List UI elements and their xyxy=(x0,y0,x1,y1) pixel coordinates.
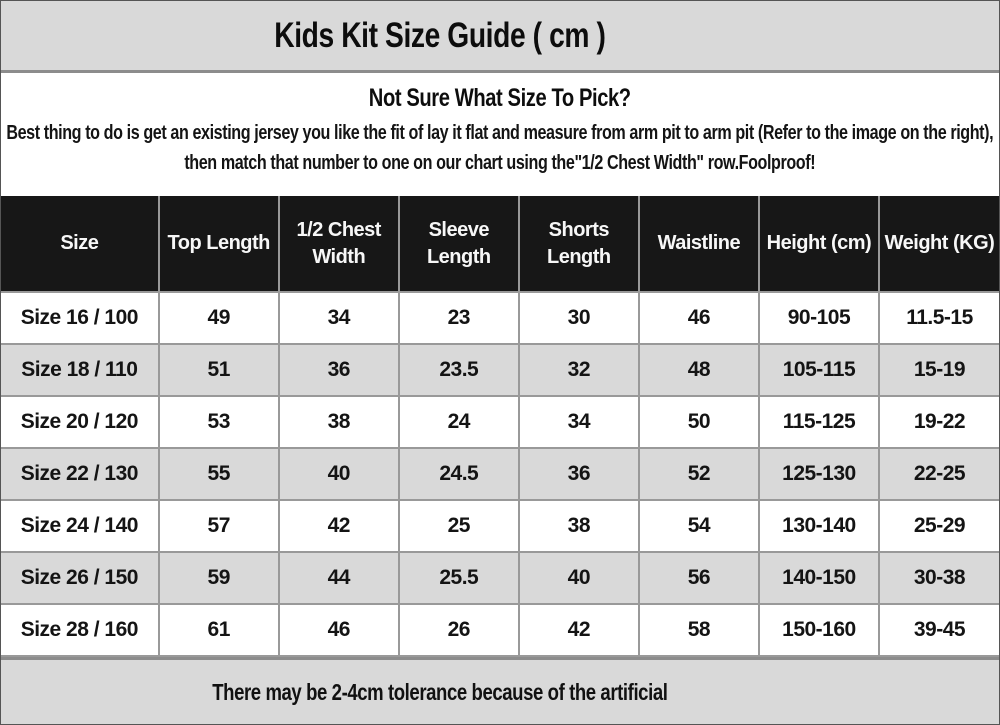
column-header-size: Size xyxy=(1,196,159,292)
value-cell: 48 xyxy=(639,344,759,396)
value-cell: 56 xyxy=(639,552,759,604)
value-cell: 25 xyxy=(399,500,519,552)
value-cell: 105-115 xyxy=(759,344,879,396)
value-cell: 57 xyxy=(159,500,279,552)
tolerance-note-bar xyxy=(1,657,999,724)
value-cell: 34 xyxy=(279,292,399,344)
column-header-sleeve-length: Sleeve Length xyxy=(399,196,519,292)
value-cell: 34 xyxy=(519,396,639,448)
value-cell: 36 xyxy=(519,448,639,500)
value-cell: 38 xyxy=(279,396,399,448)
value-cell: 115-125 xyxy=(759,396,879,448)
value-cell: 24.5 xyxy=(399,448,519,500)
column-header-waistline: Waistline xyxy=(639,196,759,292)
value-cell: 150-160 xyxy=(759,604,879,656)
value-cell: 19-22 xyxy=(879,396,999,448)
value-cell: 50 xyxy=(639,396,759,448)
value-cell: 25-29 xyxy=(879,500,999,552)
value-cell: 42 xyxy=(519,604,639,656)
value-cell: 25.5 xyxy=(399,552,519,604)
value-cell: 59 xyxy=(159,552,279,604)
value-cell: 61 xyxy=(159,604,279,656)
size-cell: Size 28 / 160 xyxy=(1,604,159,656)
value-cell: 40 xyxy=(519,552,639,604)
column-header-height: Height (cm) xyxy=(759,196,879,292)
value-cell: 40 xyxy=(279,448,399,500)
size-table xyxy=(1,196,999,657)
value-cell: 49 xyxy=(159,292,279,344)
size-cell: Size 20 / 120 xyxy=(1,396,159,448)
value-cell: 24 xyxy=(399,396,519,448)
value-cell: 55 xyxy=(159,448,279,500)
header-row xyxy=(1,196,999,292)
value-cell: 38 xyxy=(519,500,639,552)
table-body xyxy=(1,292,999,656)
value-cell: 22-25 xyxy=(879,448,999,500)
size-cell: Size 18 / 110 xyxy=(1,344,159,396)
intro-section xyxy=(1,73,999,196)
value-cell: 36 xyxy=(279,344,399,396)
value-cell: 23.5 xyxy=(399,344,519,396)
value-cell: 42 xyxy=(279,500,399,552)
value-cell: 54 xyxy=(639,500,759,552)
value-cell: 46 xyxy=(279,604,399,656)
value-cell: 58 xyxy=(639,604,759,656)
page-title: Kids Kit Size Guide ( cm ) xyxy=(274,15,606,55)
value-cell: 30-38 xyxy=(879,552,999,604)
column-header-top-length: Top Length xyxy=(159,196,279,292)
table-row xyxy=(1,396,999,448)
value-cell: 30 xyxy=(519,292,639,344)
size-cell: Size 24 / 140 xyxy=(1,500,159,552)
value-cell: 52 xyxy=(639,448,759,500)
value-cell: 53 xyxy=(159,396,279,448)
value-cell: 90-105 xyxy=(759,292,879,344)
column-header-chest-width: 1/2 Chest Width xyxy=(279,196,399,292)
table-row xyxy=(1,448,999,500)
value-cell: 39-45 xyxy=(879,604,999,656)
value-cell: 140-150 xyxy=(759,552,879,604)
value-cell: 44 xyxy=(279,552,399,604)
table-header xyxy=(1,196,999,292)
value-cell: 125-130 xyxy=(759,448,879,500)
table-row xyxy=(1,604,999,656)
tolerance-note: There may be 2-4cm tolerance because of the artificial xyxy=(212,678,668,705)
size-cell: Size 26 / 150 xyxy=(1,552,159,604)
title-bar xyxy=(1,1,999,73)
value-cell: 23 xyxy=(399,292,519,344)
table-row xyxy=(1,500,999,552)
table-row xyxy=(1,292,999,344)
intro-heading: Not Sure What Size To Pick? xyxy=(369,84,631,112)
table-row xyxy=(1,344,999,396)
value-cell: 15-19 xyxy=(879,344,999,396)
value-cell: 130-140 xyxy=(759,500,879,552)
intro-body: Best thing to do is get an existing jersey you like the fit of lay it flat and measure from arm pit to arm pit (Refer to the image on the right), then match that number to one on our chart using the"1/2 Chest Width" row.Foolproof! xyxy=(6,122,994,174)
value-cell: 46 xyxy=(639,292,759,344)
value-cell: 32 xyxy=(519,344,639,396)
size-cell: Size 16 / 100 xyxy=(1,292,159,344)
value-cell: 51 xyxy=(159,344,279,396)
column-header-shorts-length: Shorts Length xyxy=(519,196,639,292)
column-header-weight: Weight (KG) xyxy=(879,196,999,292)
value-cell: 26 xyxy=(399,604,519,656)
size-cell: Size 22 / 130 xyxy=(1,448,159,500)
table-row xyxy=(1,552,999,604)
value-cell: 11.5-15 xyxy=(879,292,999,344)
